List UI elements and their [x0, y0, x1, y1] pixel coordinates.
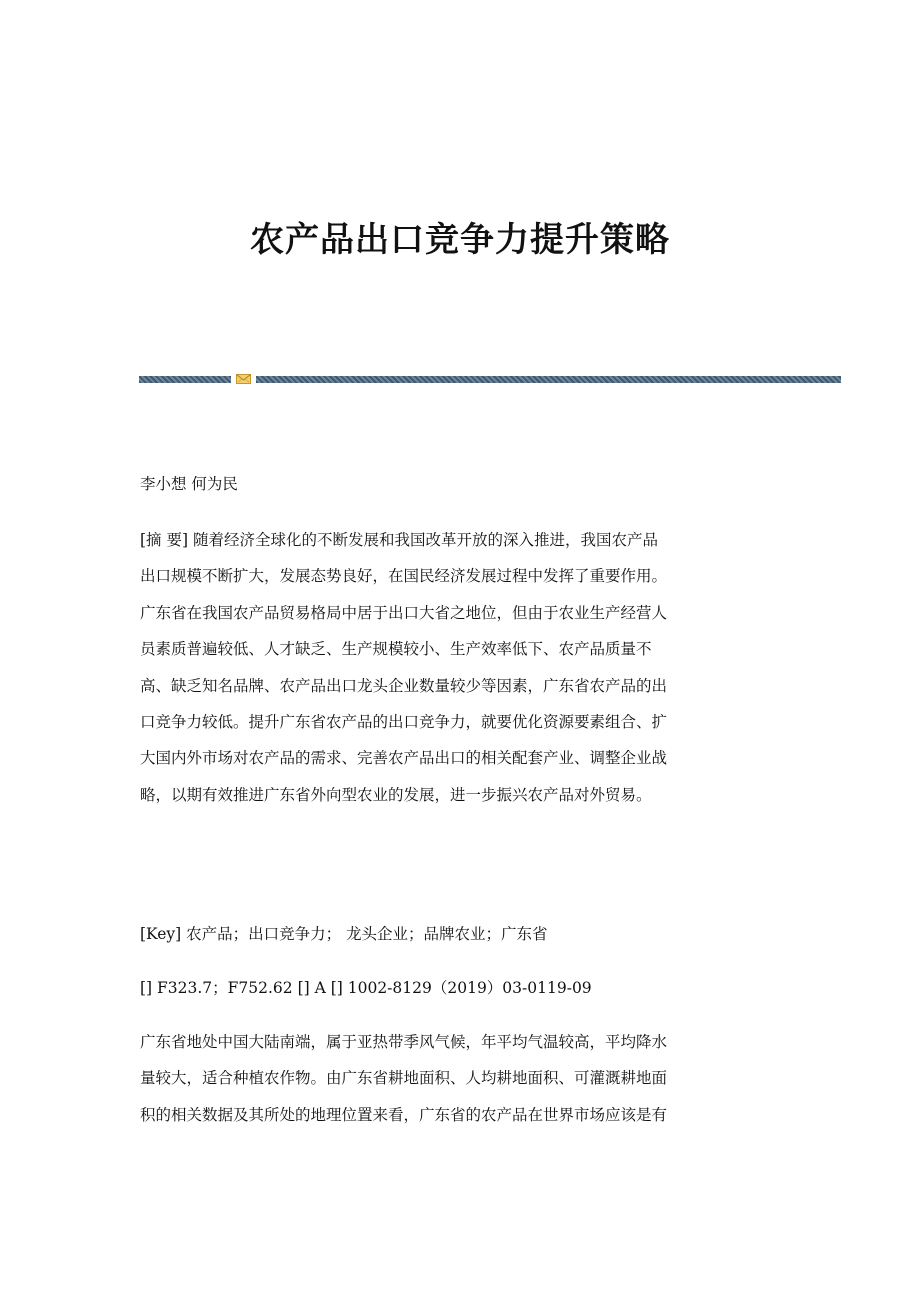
- divider-bar-right: [256, 376, 841, 383]
- abstract: [140, 522, 780, 813]
- title-divider: [139, 374, 841, 384]
- body-paragraph: [140, 1024, 780, 1133]
- abstract-line: 高、缺乏知名品牌、农产品出口龙头企业数量较少等因素，广东省农产品的出: [140, 676, 668, 695]
- envelope-ornament-icon: [236, 374, 251, 384]
- abstract-line: 口竞争力较低。提升广东省农产品的出口竞争力，就要优化资源要素组合、扩: [140, 713, 668, 732]
- authors: 李小想 何为民: [140, 475, 238, 493]
- abstract-line: 广东省在我国农产品贸易格局中居于出口大省之地位，但由于农业生产经营人: [140, 603, 668, 622]
- body-line: 广东省地处中国大陆南端，属于亚热带季风气候，年平均气温较高，平均降水: [140, 1033, 668, 1051]
- abstract-line: 员素质普遍较低、人才缺乏、生产规模较小、生产效率低下、农产品质量不: [140, 640, 652, 659]
- body-line: 量较大，适合种植农作物。由广东省耕地面积、人均耕地面积、可灌溉耕地面: [140, 1069, 668, 1088]
- abstract-line: 大国内外市场对农产品的需求、完善农产品出口的相关配套产业、调整企业战: [140, 749, 668, 768]
- abstract-line: 出口规模不断扩大，发展态势良好，在国民经济发展过程中发挥了重要作用。: [140, 567, 668, 586]
- abstract-line: [摘 要] 随着经济全球化的不断发展和我国改革开放的深入推进，我国农产品: [140, 531, 658, 549]
- classification-codes: [] F323.7；F752.62 [] A [] 1002-8129（2019）03-0119-09: [140, 979, 592, 997]
- page-title: 农产品出口竞争力提升策略: [250, 220, 670, 260]
- body-line: 积的相关数据及其所处的地理位置来看，广东省的农产品在世界市场应该是有: [140, 1105, 668, 1124]
- keywords: [Key] 农产品；出口竞争力； 龙头企业；品牌农业；广东省: [140, 925, 548, 943]
- divider-bar-left: [139, 376, 231, 383]
- abstract-line: 略，以期有效推进广东省外向型农业的发展，进一步振兴农产品对外贸易。: [140, 785, 652, 804]
